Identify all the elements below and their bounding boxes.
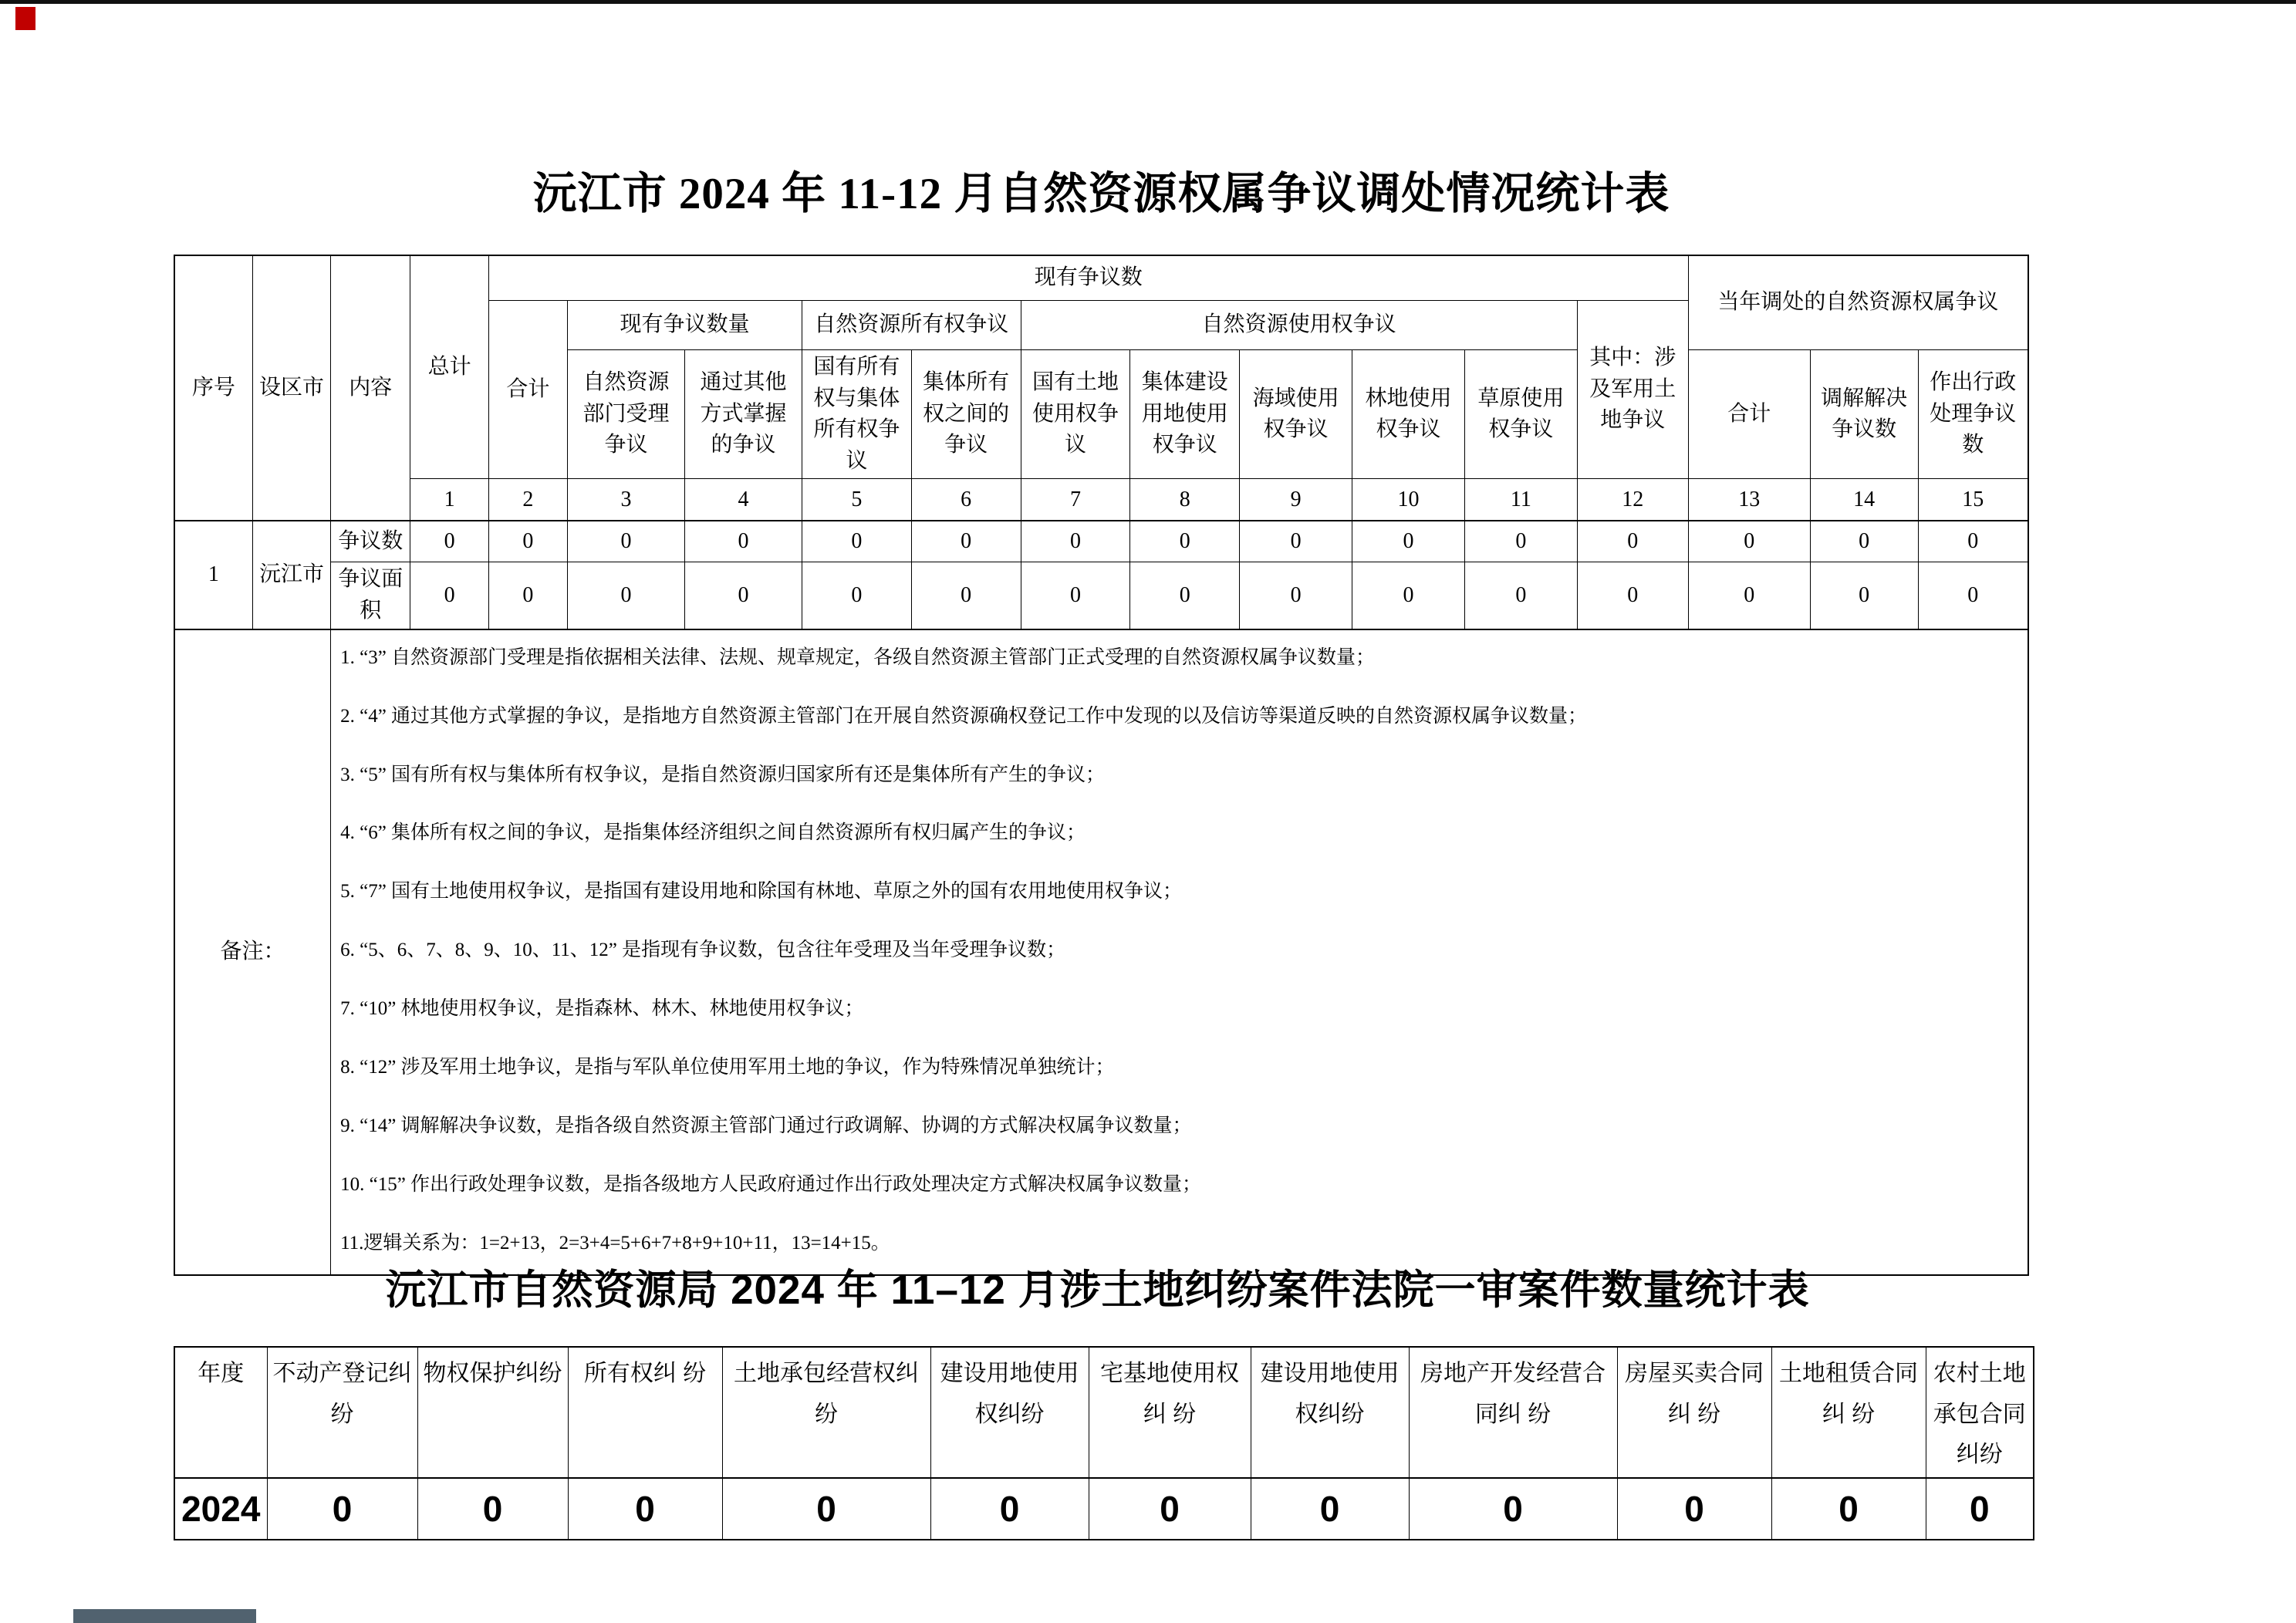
header-row-1 [174,255,2028,301]
data-cell: 0 [1617,1478,1771,1540]
top-edge-bar [0,0,2296,4]
header-leaf-dept-accepted: 自然资源部门受理争议 [568,350,685,479]
data-cell: 0 [1771,1478,1926,1540]
data-cell: 0 [1464,562,1577,629]
remarks-row [174,629,2028,1275]
header-construction-land-use-2: 建设用地使用权纠纷 [1251,1347,1409,1478]
dispute-statistics-table [174,255,2029,1276]
data-cell: 0 [410,562,488,629]
cell-city: 沅江市 [252,521,330,629]
note-line: 6. “5、6、7、8、9、10、11、12” 是指现有争议数，包含往年受理及当年受理争议数； [340,940,1066,961]
col-number: 7 [1021,479,1130,521]
col-number: 3 [568,479,685,521]
data-row-dispute-count [174,521,2028,562]
col-number: 10 [1352,479,1465,521]
note-line: 1. “3” 自然资源部门受理是指依据相关法律、法规、规章规定，各级自然资源主管部门正式受理的自然资源权属争议数量； [340,646,1376,668]
data-cell: 0 [1240,521,1352,562]
col-number: 9 [1240,479,1352,521]
data-cell: 0 [802,562,911,629]
data-cell: 0 [1688,562,1810,629]
cell-year: 2024 [174,1478,267,1540]
data-cell: 0 [1240,562,1352,629]
remarks-label: 备注： [174,629,331,1275]
note-line: 11.逻辑关系为：1=2+13，2=3+4=5+6+7+8+9+10+11，13=14+15。 [340,1233,890,1254]
red-annotation-mark [15,7,35,30]
note-line: 4. “6” 集体所有权之间的争议，是指集体经济组织之间自然资源所有权归属产生的争议； [340,822,1086,844]
table2-title: 沅江市自然资源局 2024 年 11–12 月涉土地纠纷案件法院一审案件数量统计表 [385,1267,1810,1313]
data-cell: 0 [488,562,567,629]
data-cell: 0 [1130,562,1240,629]
header-leaf-state-land-use: 国有土地使用权争议 [1021,350,1130,479]
header-rural-land-contract: 农村土地承包合同纠纷 [1926,1347,2034,1478]
note-line: 10. “15” 作出行政处理争议数，是指各级地方人民政府通过作出行政处理决定方式解决权属争议数量； [340,1174,1202,1196]
cell-row-label: 争议数 [331,521,410,562]
header-cell-seq: 序号 [174,255,252,521]
header-leaf-administrative-decision: 作出行政处理争议数 [1918,350,2028,479]
header-leaf-between-collectives: 集体所有权之间的争议 [911,350,1021,479]
header-cell-subtotal: 合计 [488,301,567,479]
data-cell: 0 [722,1478,930,1540]
data-cell: 0 [1021,562,1130,629]
header-group-resolved-this-year: 当年调处的自然资源权属争议 [1688,255,2028,350]
data-cell: 0 [1352,521,1465,562]
header-leaf-collective-construction-land: 集体建设用地使用权争议 [1130,350,1240,479]
data-cell: 0 [911,562,1021,629]
note-line: 7. “10” 林地使用权争议，是指森林、林木、林地使用权争议； [340,998,864,1020]
header-real-estate-registration: 不动产登记纠纷 [267,1347,417,1478]
header-leaf-state-vs-collective: 国有所有权与集体所有权争议 [802,350,911,479]
header-group-use-right-disputes: 自然资源使用权争议 [1021,301,1577,350]
data-cell: 0 [911,521,1021,562]
col-number: 11 [1464,479,1577,521]
data-cell: 0 [1810,521,1918,562]
data-cell: 0 [1130,521,1240,562]
data-cell: 0 [488,521,567,562]
header-leaf-other-channels: 通过其他方式掌握的争议 [684,350,802,479]
header-leaf-grassland-use: 草原使用权争议 [1464,350,1577,479]
header-cell-city: 设区市 [252,255,330,521]
col-number: 13 [1688,479,1810,521]
header-cell-content: 内容 [331,255,410,521]
note-line: 5. “7” 国有土地使用权争议，是指国有建设用地和除国有林地、草原之外的国有农用地使用权争议； [340,881,1183,903]
cell-row-label: 争议面积 [331,562,410,629]
data-cell: 0 [568,1478,722,1540]
data-cell: 0 [1464,521,1577,562]
court-cases-table [174,1346,2034,1540]
col-number: 6 [911,479,1021,521]
column-number-row [174,479,2028,521]
data-cell: 0 [1577,521,1688,562]
data-cell: 0 [568,521,685,562]
data-row-dispute-area [174,562,2028,629]
data-cell: 0 [1409,1478,1617,1540]
header-land-lease-contract: 土地租赁合同纠 纷 [1771,1347,1926,1478]
col-number: 2 [488,479,567,521]
header-leaf-resolved-subtotal: 合计 [1688,350,1810,479]
data-cell: 0 [1352,562,1465,629]
data-cell: 0 [1577,562,1688,629]
data-cell: 0 [1926,1478,2034,1540]
col-number: 1 [410,479,488,521]
header-group-dispute-count: 现有争议数量 [568,301,802,350]
data-cell: 0 [1918,521,2028,562]
court-table-header-row [174,1347,2034,1478]
header-property-protection: 物权保护纠纷 [417,1347,568,1478]
court-table-data-row [174,1478,2034,1540]
data-cell: 0 [417,1478,568,1540]
data-cell: 0 [802,521,911,562]
header-group-ownership-disputes: 自然资源所有权争议 [802,301,1021,350]
data-cell: 0 [930,1478,1089,1540]
header-construction-land-use-1: 建设用地使用权纠纷 [930,1347,1089,1478]
remarks-content [331,629,2028,1275]
col-number: 4 [684,479,802,521]
col-number: 5 [802,479,911,521]
header-leaf-forest-land-use: 林地使用权争议 [1352,350,1465,479]
col-number: 15 [1918,479,2028,521]
data-cell: 0 [1688,521,1810,562]
data-cell: 0 [1918,562,2028,629]
col-number: 14 [1810,479,1918,521]
data-cell: 0 [410,521,488,562]
data-cell: 0 [1810,562,1918,629]
header-leaf-sea-area-use: 海域使用权争议 [1240,350,1352,479]
header-homestead-use: 宅基地使用权纠 纷 [1089,1347,1251,1478]
table1-title: 沅江市 2024 年 11-12 月自然资源权属争议调处情况统计表 [532,170,1670,218]
header-cell-total: 总计 [410,255,488,479]
header-real-estate-development-contract: 房地产开发经营合同纠 纷 [1409,1347,1617,1478]
data-cell: 0 [568,562,685,629]
header-ownership: 所有权纠 纷 [568,1347,722,1478]
note-line: 3. “5” 国有所有权与集体所有权争议，是指自然资源归国家所有还是集体所有产生的争议； [340,764,1106,785]
header-house-sale-contract: 房屋买卖合同纠 纷 [1617,1347,1771,1478]
cell-seq: 1 [174,521,252,629]
col-number: 12 [1577,479,1688,521]
data-cell: 0 [1089,1478,1251,1540]
header-land-contract-management: 土地承包经营权纠纷 [722,1347,930,1478]
data-cell: 0 [684,521,802,562]
data-cell: 0 [1251,1478,1409,1540]
note-line: 8. “12” 涉及军用土地争议，是指与军队单位使用军用土地的争议，作为特殊情况单独统计； [340,1057,1115,1078]
bottom-edge-artifact [73,1609,256,1623]
col-number: 8 [1130,479,1240,521]
header-cell-military-land: 其中：涉及军用土地争议 [1577,301,1688,479]
note-line: 2. “4” 通过其他方式掌握的争议，是指地方自然资源主管部门在开展自然资源确权登记工作中发现的以及信访等渠道反映的自然资源权属争议数量； [340,705,1588,727]
notes-list [331,630,2028,1271]
header-year: 年度 [174,1347,267,1478]
data-cell: 0 [684,562,802,629]
data-cell: 0 [1021,521,1130,562]
note-line: 9. “14” 调解解决争议数，是指各级自然资源主管部门通过行政调解、协调的方式解决权属争议数量； [340,1115,1192,1137]
header-group-existing-disputes: 现有争议数 [488,255,1688,301]
data-cell: 0 [267,1478,417,1540]
header-leaf-mediated: 调解解决争议数 [1810,350,1918,479]
